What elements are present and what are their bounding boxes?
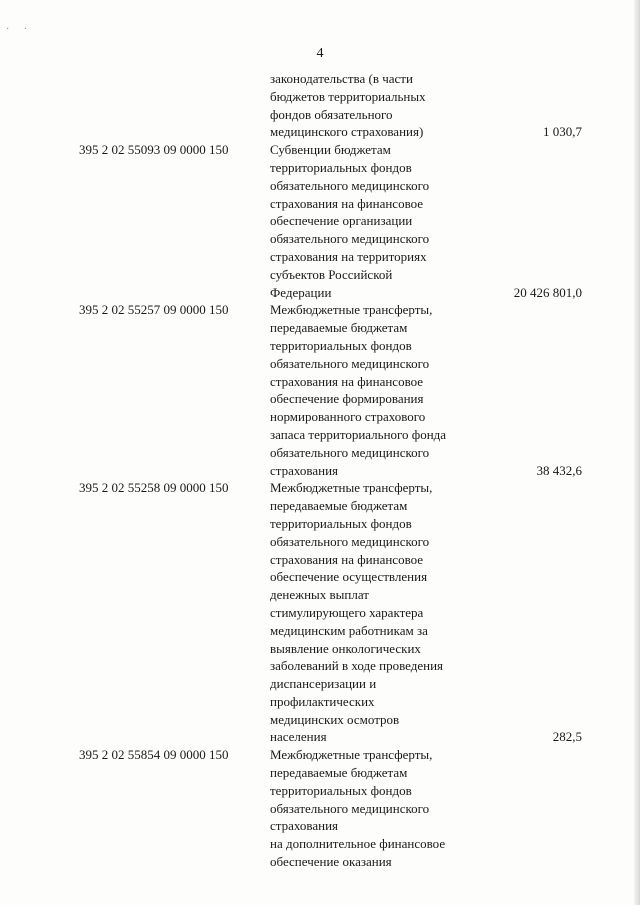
- revenue-code: 395 2 02 55258 09 0000 150: [79, 480, 229, 496]
- description-line: территориальных фондов: [270, 159, 412, 175]
- description-line: обеспечение организации: [270, 213, 413, 229]
- description-line: запаса территориального фонда: [270, 426, 447, 442]
- description-line: законодательства (в части: [270, 71, 413, 86]
- description-line: обязательного медицинского: [270, 533, 430, 549]
- description-line: страхования: [270, 462, 339, 478]
- description-line: страхования на территориях: [270, 248, 427, 264]
- budget-table: [0, 70, 640, 871]
- amount-value: 1 030,7: [543, 124, 582, 140]
- description-line: медицинским работникам за: [270, 622, 428, 638]
- description-line: передаваемые бюджетам: [270, 765, 408, 781]
- scan-specks: · ·: [6, 24, 34, 35]
- page-number: 4: [316, 46, 324, 61]
- description-line: Субвенции бюджетам: [270, 142, 391, 158]
- table-row: [0, 70, 640, 141]
- description-line: Федерации: [270, 284, 332, 300]
- description-line: Межбюджетные трансферты,: [270, 747, 433, 763]
- description-line: территориальных фондов: [270, 337, 412, 353]
- description-line: обязательного медицинского: [270, 355, 430, 371]
- description-line: территориальных фондов: [270, 782, 412, 798]
- description-line: обязательного медицинского: [270, 800, 430, 816]
- description-line: Межбюджетные трансферты,: [270, 302, 433, 318]
- description-line: обязательного медицинского: [270, 177, 430, 193]
- description-line: обеспечение формирования: [270, 391, 424, 407]
- description-line: обеспечение оказания: [270, 854, 392, 870]
- description-line: страхования: [270, 818, 339, 834]
- description-line: на дополнительное финансовое: [270, 836, 446, 852]
- description-line: обязательного медицинского: [270, 444, 430, 460]
- amount-value: 20 426 801,0: [513, 284, 582, 300]
- description-line: страхования на финансовое: [270, 195, 424, 211]
- revenue-code: 395 2 02 55257 09 0000 150: [79, 302, 229, 318]
- revenue-description: [270, 746, 490, 871]
- description-line: профилактических: [270, 693, 375, 709]
- revenue-description: [270, 301, 490, 479]
- description-line: стимулирующего характера: [270, 604, 424, 620]
- amount-value: 282,5: [552, 729, 582, 745]
- revenue-code: 395 2 02 55854 09 0000 150: [79, 747, 229, 763]
- description-line: передаваемые бюджетам: [270, 320, 408, 336]
- description-line: населения: [270, 729, 327, 745]
- description-line: выявление онкологических: [270, 640, 421, 656]
- description-line: диспансеризации и: [270, 676, 377, 692]
- table-row: [0, 479, 640, 746]
- description-line: страхования на финансовое: [270, 373, 424, 389]
- table-row: [0, 301, 640, 479]
- description-line: территориальных фондов: [270, 515, 412, 531]
- description-line: передаваемые бюджетам: [270, 498, 408, 514]
- description-line: медицинских осмотров: [270, 711, 400, 727]
- description-line: фондов обязательного: [270, 106, 393, 122]
- description-line: медицинского страхования): [270, 124, 424, 140]
- table-row: [0, 746, 640, 871]
- revenue-code: 395 2 02 55093 09 0000 150: [79, 142, 229, 158]
- description-line: заболеваний в ходе проведения: [270, 658, 444, 674]
- description-line: страхования на финансовое: [270, 551, 424, 567]
- revenue-description: [270, 70, 490, 141]
- revenue-description: [270, 479, 490, 746]
- amount-value: 38 432,6: [536, 462, 582, 478]
- description-line: обязательного медицинского: [270, 231, 430, 247]
- description-line: субъектов Российской: [270, 266, 393, 282]
- description-line: Межбюджетные трансферты,: [270, 480, 433, 496]
- description-line: денежных выплат: [270, 587, 369, 603]
- description-line: нормированного страхового: [270, 409, 426, 425]
- description-line: бюджетов территориальных: [270, 88, 426, 104]
- table-row: [0, 141, 640, 301]
- description-line: обеспечение осуществления: [270, 569, 428, 585]
- revenue-description: [270, 141, 490, 301]
